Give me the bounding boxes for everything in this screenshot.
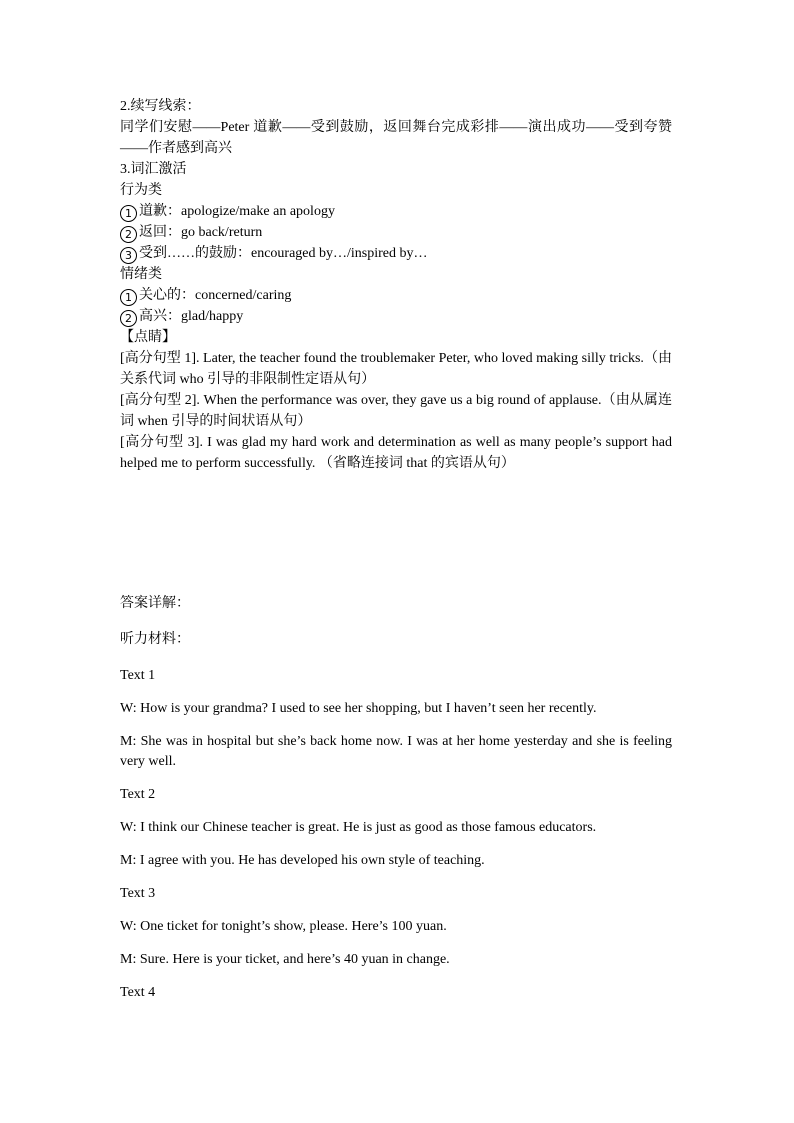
dialogue-line: M: Sure. Here is your ticket, and here’s 40 yuan in change.	[120, 952, 450, 967]
text-label: Text 4	[120, 985, 156, 1000]
behavior-item	[120, 243, 672, 264]
behavior-item	[120, 201, 672, 222]
dialogue-line: W: One ticket for tonight’s show, please. Here’s 100 yuan.	[120, 919, 447, 934]
sentence-pattern: [高分句型 1]. Later, the teacher found the troublemaker Peter, who loved making silly tricks.（由关系代词 who 引导的非限制性定语从句）	[120, 351, 672, 387]
sentence-pattern: [高分句型 2]. When the performance was over, they gave us a big round of applause.（由从属连词 when 引导的时间状语从句）	[120, 393, 672, 429]
dialogue-line: W: How is your grandma? I used to see her shopping, but I haven’t seen her recently.	[120, 701, 597, 716]
emotion-item-text: 关心的：concerned/caring	[139, 288, 292, 303]
emotion-heading: 情绪类	[120, 267, 162, 282]
spacer	[120, 474, 672, 594]
circled-number: 1	[120, 205, 137, 222]
behavior-item-text: 道歉：apologize/make an apology	[139, 204, 335, 219]
text-label: Text 1	[120, 668, 156, 683]
behavior-heading: 行为类	[120, 183, 162, 198]
dialogue-line: M: I agree with you. He has developed his own style of teaching.	[120, 853, 485, 868]
behavior-item-text: 受到……的鼓励：encouraged by…/inspired by…	[139, 246, 428, 261]
clues-heading: 2.续写线索：	[120, 99, 201, 114]
behavior-item-text: 返回：go back/return	[139, 225, 263, 240]
listening-heading: 听力材料：	[120, 632, 190, 647]
circled-number: 1	[120, 289, 137, 306]
circled-number: 2	[120, 226, 137, 243]
circled-number: 2	[120, 310, 137, 327]
vocab-heading: 3.词汇激活	[120, 162, 187, 177]
behavior-item	[120, 222, 672, 243]
emotion-item	[120, 306, 672, 327]
clues-text: 同学们安慰——Peter 道歉——受到鼓励，返回舞台完成彩排——演出成功——受到夸赞——作者感到高兴	[120, 120, 672, 156]
answer-heading: 答案详解：	[120, 596, 190, 611]
text-label: Text 2	[120, 787, 156, 802]
dialogue-line: M: She was in hospital but she’s back home now. I was at her home yesterday and she is feeling very well.	[120, 734, 672, 769]
dialogue-line: W: I think our Chinese teacher is great. He is just as good as those famous educators.	[120, 820, 597, 835]
emotion-item	[120, 285, 672, 306]
emotion-item-text: 高兴：glad/happy	[139, 309, 244, 324]
circled-number: 3	[120, 247, 137, 264]
sentence-pattern: [高分句型 3]. I was glad my hard work and determination as well as many people’s support had helped me to perform successfully. （省略连接词 that 的宾语从句）	[120, 435, 672, 471]
text-label: Text 3	[120, 886, 156, 901]
highlight-heading: 【点睛】	[120, 330, 176, 345]
document-page	[120, 96, 672, 1016]
